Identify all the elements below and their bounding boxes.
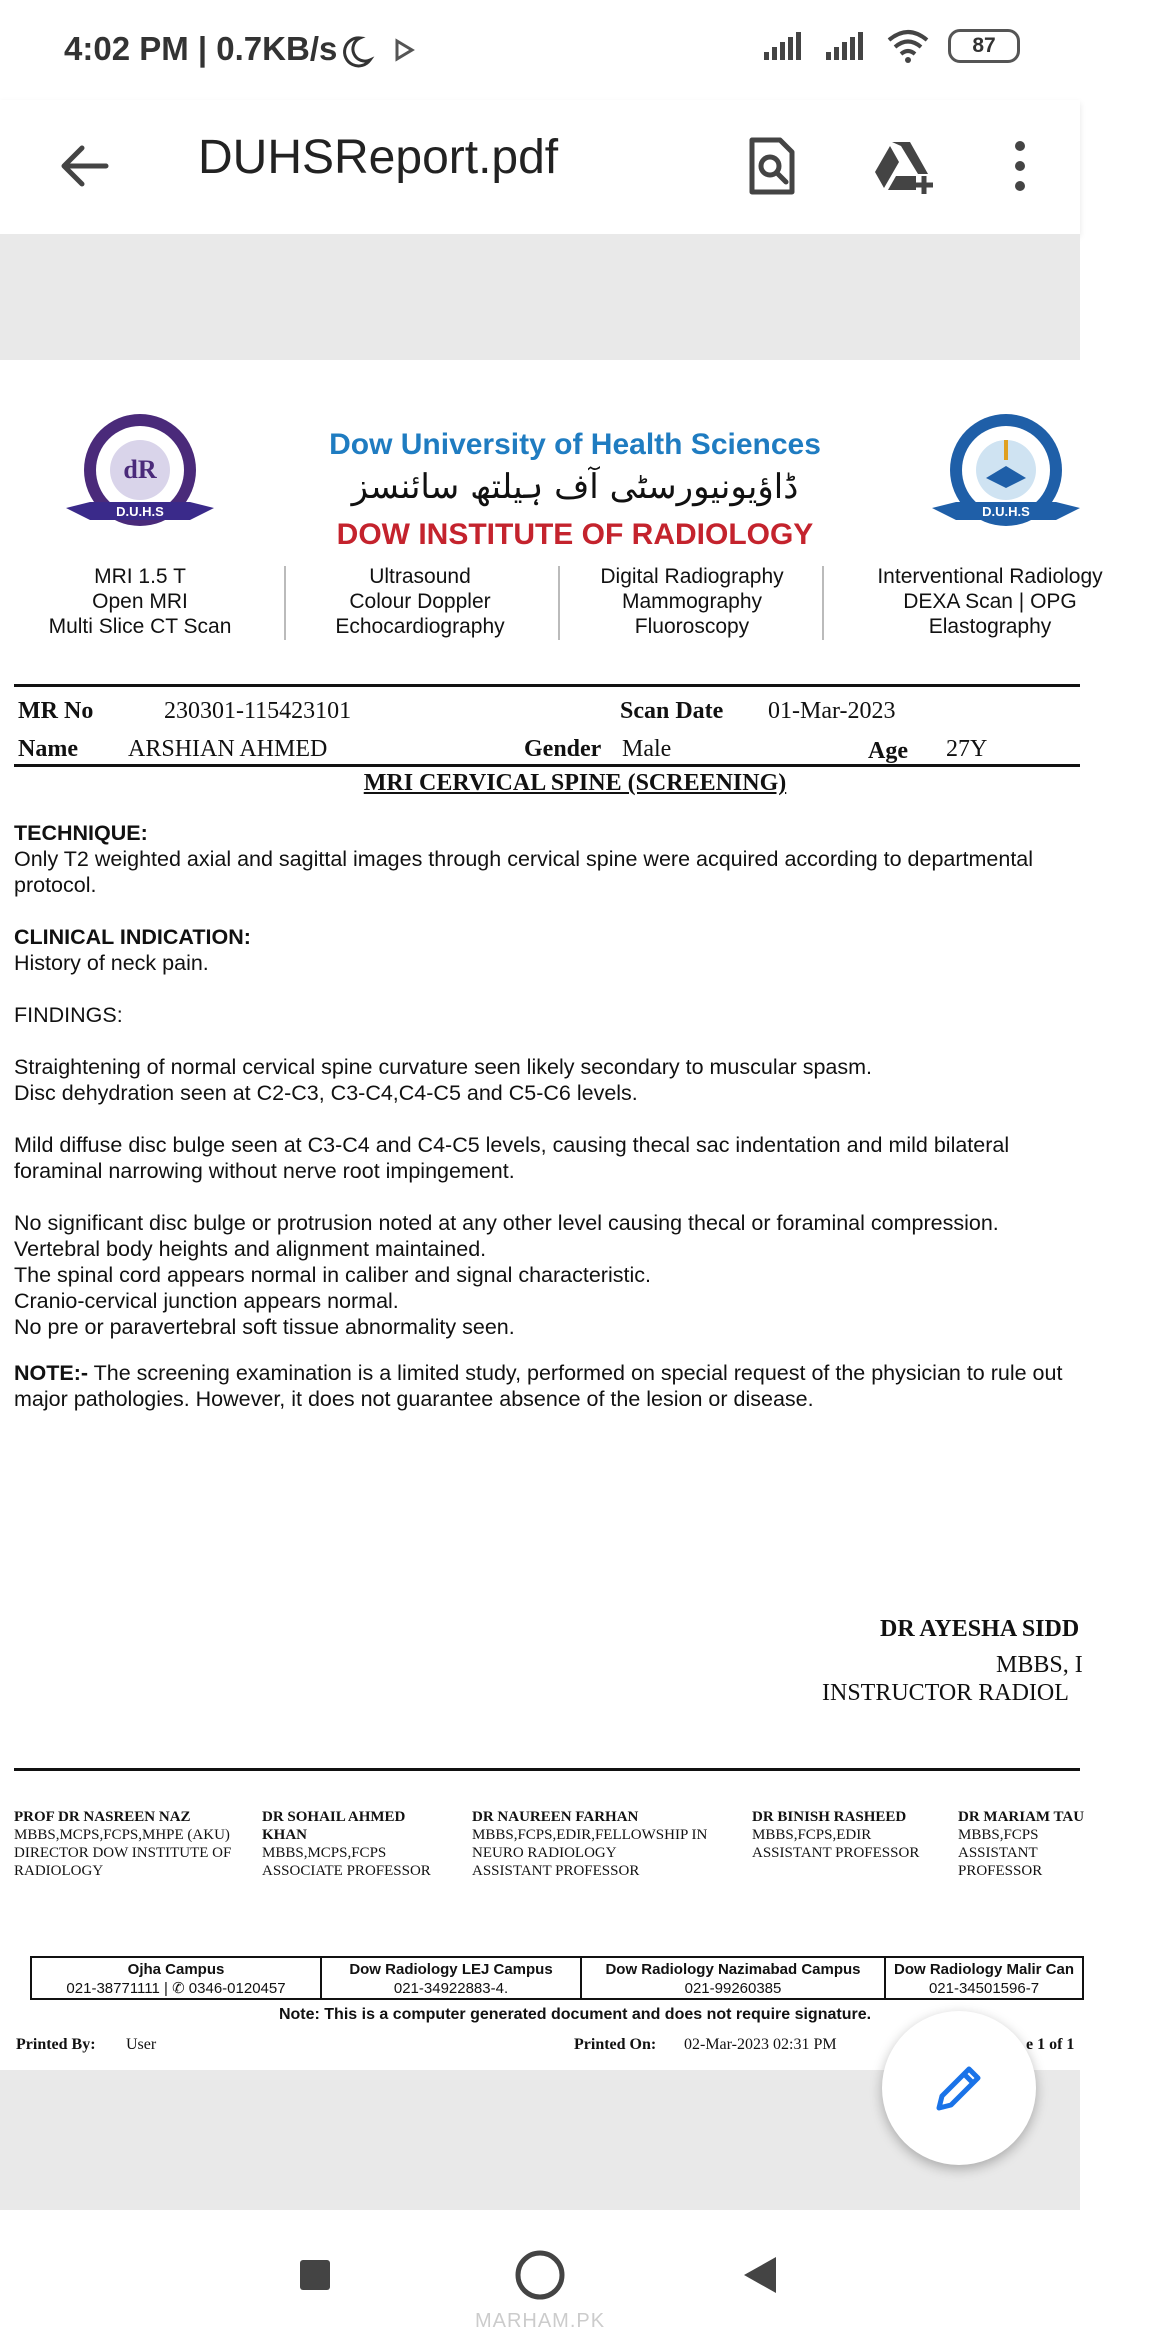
document-title: DUHSReport.pdf [198,131,559,184]
back-nav-button[interactable] [725,2240,795,2310]
pdf-viewer[interactable] [0,234,1103,2210]
campus-cell: Ojha Campus 021-38771111 | ✆ 0346-0120457 [32,1958,322,1998]
staff-member: DR SOHAIL AHMED KHAN MBBS,MCPS,FCPS ASSOCIATE PROFESSOR [262,1809,431,1879]
scan-date-value: 01-Mar-2023 [768,698,896,724]
findings-heading: FINDINGS: [14,1003,123,1027]
campus-cell: Dow Radiology LEJ Campus 021-34922883-4. [322,1958,582,1998]
home-button[interactable] [505,2240,575,2310]
mr-no-value: 230301-115423101 [164,698,352,724]
report-title: MRI CERVICAL SPINE (SCREENING) [363,770,787,796]
finding-item: Mild diffuse disc bulge seen at C3-C4 and C4-C5 levels, causing thecal sac indentation and mild bilateral foraminal narrowing without nerve root impingement. [14,1133,1010,1183]
age-value: 27Y [946,736,988,762]
signal-icon-sim2 [824,30,868,62]
home-circle-icon [514,2249,566,2301]
services-divider [558,566,560,640]
signature-degree: MBBS, I [996,1652,1083,1678]
services-col-4: Interventional Radiology DEXA Scan | OPG Elastography [877,565,1103,638]
printed-on-label: Printed On: [574,2036,657,2053]
status-time: 4:02 PM | 0.7KB/s [64,30,338,67]
svg-text:D.U.H.S: D.U.H.S [982,504,1030,519]
indication-section [14,924,1074,976]
printed-on-value: 02-Mar-2023 02:31 PM [684,2036,837,2053]
printed-by-label: Printed By: [16,2036,96,2053]
finding-item: Vertebral body heights and alignment maintained. [14,1237,487,1261]
scan-date-label: Scan Date [620,698,724,724]
indication-heading: CLINICAL INDICATION: [14,925,251,949]
technique-text: Only T2 weighted axial and sagittal images through cervical spine were acquired according to departmental protocol. [14,847,1034,897]
printed-by-value: User [126,2036,157,2053]
do-not-disturb-moon-icon [338,34,374,70]
svg-text:dR: dR [123,455,157,484]
campus-cell: Dow Radiology Nazimabad Campus 021-99260385 [582,1958,886,1998]
add-to-drive-icon [872,138,936,194]
signature-designation: INSTRUCTOR RADIOL [822,1680,1069,1706]
finding-item: The spinal cord appears normal in caliber and signal characteristic. [14,1263,651,1287]
staff-top-rule [14,1768,1080,1771]
findings-group-1 [14,1054,1074,1106]
signature-name: DR AYESHA SIDD [880,1616,1080,1642]
info-top-rule [14,684,1080,687]
indication-text: History of neck pain. [14,951,209,975]
wifi-icon [886,28,930,64]
institute-name: DOW INSTITUTE OF RADIOLOGY [336,518,814,551]
services-col-2: Ultrasound Colour Doppler Echocardiography [335,565,505,638]
computer-generated-note: Note: This is a computer generated document and does not require signature. [278,2006,872,2023]
gender-value: Male [622,736,672,762]
technique-heading: TECHNIQUE: [14,821,148,845]
more-vert-icon [1012,140,1028,192]
services-divider [284,566,286,640]
gender-label: Gender [524,736,602,762]
arrow-back-icon [58,144,110,188]
university-name: Dow University of Health Sciences [329,428,821,461]
services-divider [822,566,824,640]
finding-item: No significant disc bulge or protrusion noted at any other level causing thecal or foraminal compression. [14,1211,999,1235]
duhs-logo-right [926,410,1086,540]
status-bar [0,0,1080,100]
findings-group-2 [14,1132,1074,1184]
play-notification-icon [392,38,416,62]
campus-table [30,1956,1084,2000]
back-button[interactable] [44,126,124,206]
recents-button[interactable] [280,2240,350,2310]
finding-item: Cranio-cervical junction appears normal. [14,1289,399,1313]
more-options-button[interactable] [978,124,1062,208]
pencil-icon [929,2058,989,2118]
mr-no-label: MR No [18,698,94,724]
status-indicators [762,28,1020,64]
finding-item: No pre or paravertebral soft tissue abnormality seen. [14,1315,515,1339]
technique-section [14,820,1074,898]
name-label: Name [18,736,78,762]
finding-item: Disc dehydration seen at C2-C3, C3-C4,C4-C5 and C5-C6 levels. [14,1081,638,1105]
pdf-page [0,360,1103,2070]
campus-cell: Dow Radiology Malir Can 021-34501596-7 [893,1961,1074,1997]
find-in-page-icon [746,136,798,196]
note-label: NOTE:- [14,1361,89,1385]
note-section [14,1360,1074,1412]
age-label: Age [868,738,908,764]
staff-member: DR NAUREEN FARHAN MBBS,FCPS,EDIR,FELLOWSHIP IN NEURO RADIOLOGY ASSISTANT PROFESSOR [472,1809,708,1879]
patient-name: ARSHIAN AHMED [128,736,328,762]
save-to-drive-button[interactable] [862,124,946,208]
page-info: e 1 of 1 [1026,2036,1075,2053]
svg-text:D.U.H.S: D.U.H.S [116,504,164,519]
staff-member: DR MARIAM TAU MBBS,FCPS ASSISTANT PROFESSOR [958,1809,1085,1879]
recents-square-icon [298,2258,332,2292]
duhs-radiology-logo-left [60,410,220,540]
finding-item: Straightening of normal cervical spine curvature seen likely secondary to muscular spasm. [14,1055,873,1079]
back-triangle-icon [740,2253,780,2297]
services-col-1: MRI 1.5 T Open MRI Multi Slice CT Scan [48,565,232,638]
services-col-3: Digital Radiography Mammography Fluoroscopy [600,565,784,638]
edit-fab-button[interactable] [882,2011,1036,2165]
signal-icon-sim1 [762,30,806,62]
staff-member: DR BINISH RASHEED MBBS,FCPS,EDIR ASSISTANT PROFESSOR [752,1809,920,1861]
watermark: MARHAM.PK [474,2310,606,2332]
info-bottom-rule [14,764,1080,767]
app-bar [0,100,1080,234]
battery-indicator: 87 [948,29,1020,63]
staff-member: PROF DR NASREEN NAZ MBBS,MCPS,FCPS,MHPE (AKU) DIRECTOR DOW INSTITUTE OF RADIOLOGY [14,1809,232,1879]
university-name-urdu: ڈاؤیونیورسٹی آف ہیلتھ سائنسز [351,467,799,507]
note-text: The screening examination is a limited study, performed on special request of the physician to rule out major pathologies. However, it does not guarantee absence of the lesion or disease. [14,1361,1063,1411]
search-in-document-button[interactable] [730,124,814,208]
findings-group-3 [14,1210,1074,1340]
